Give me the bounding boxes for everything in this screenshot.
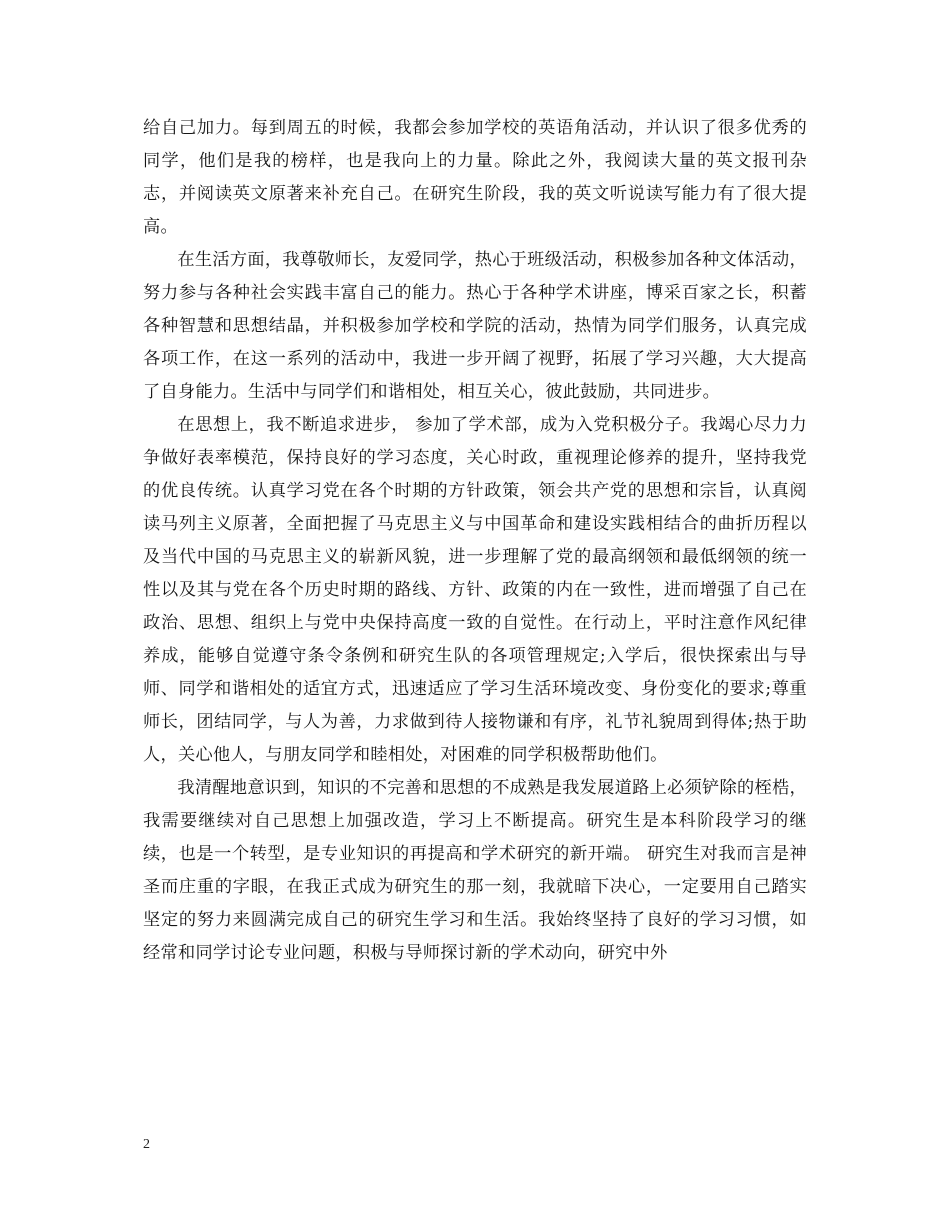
document-body [143,112,807,970]
paragraph-life: 在生活方面，我尊敬师长，友爱同学，热心于班级活动，积极参加各种文体活动，努力参与各种社会实践丰富自己的能力。热心于各种学术讲座，博采百家之长，积蓄各种智慧和思想结晶，并积极参加学校和学院的活动，热情为同学们服务，认真完成各项工作，在这一系列的活动中，我进一步开阔了视野，拓展了学习兴趣，大大提高了自身能力。生活中与同学们和谐相处，相互关心，彼此鼓励，共同进步。 [143,250,807,402]
page-number: 2 [143,1137,150,1152]
paragraph-thought: 在思想上，我不断追求进步， 参加了学术部，成为入党积极分子。我竭心尽力力争做好表率模范，保持良好的学习态度，关心时政，重视理论修养的提升，坚持我党的优良传统。认真学习党在各个时期的方针政策，领会共产党的思想和宗旨，认真阅读马列主义原著，全面把握了马克思主义与中国革命和建设实践相结合的曲折历程以及当代中国的马克思主义的崭新风貌，进一步理解了党的最高纲领和最低纲领的统一性以及其与党在各个历史时期的路线、方针、政策的内在一致性，进而增强了自己在政治、思想、组织上与党中央保持高度一致的自觉性。在行动上，平时注意作风纪律养成，能够自觉遵守条令条例和研究生队的各项管理规定;入学后，很快探索出与导师、同学和谐相处的适宜方式，迅速适应了学习生活环境改变、身份变化的要求;尊重师长，团结同学，与人为善，力求做到待人接物谦和有序，礼节礼貌周到得体;热于助人，关心他人，与朋友同学和睦相处，对困难的同学积极帮助他们。 [143,415,807,765]
paragraph-awareness: 我清醒地意识到，知识的不完善和思想的不成熟是我发展道路上必须铲除的桎梏，我需要继续对自己思想上加强改造，学习上不断提高。研究生是本科阶段学习的继续，也是一个转型，是专业知识的再提高和学术研究的新开端。 研究生对我而言是神圣而庄重的字眼，在我正式成为研究生的那一刻，我就暗下决心，一定要用自己踏实坚定的努力来圆满完成自己的研究生学习和生活。我始终坚持了良好的学习习惯，如经常和同学讨论专业问题，积极与导师探讨新的学术动向，研究中外 [143,778,807,963]
paragraph-continuation: 给自己加力。每到周五的时候，我都会参加学校的英语角活动，并认识了很多优秀的同学，他们是我的榜样，也是我向上的力量。除此之外，我阅读大量的英文报刊杂志，并阅读英文原著来补充自己。在研究生阶段，我的英文听说读写能力有了很大提高。 [143,118,807,237]
